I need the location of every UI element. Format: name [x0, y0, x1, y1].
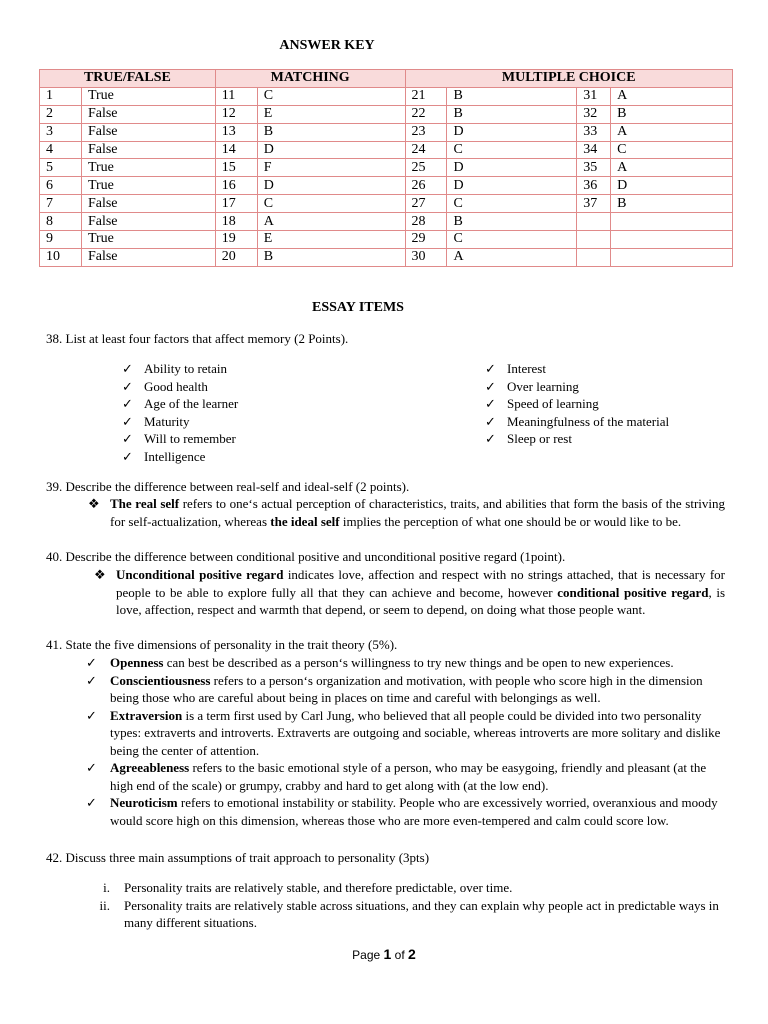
question-42: 42. Discuss three main assumptions of trait approach to personality (3pts) — [46, 850, 430, 865]
table-row — [40, 105, 733, 123]
table-cell: B — [257, 123, 405, 141]
question-40: 40. Describe the difference between conditional positive and unconditional positive regard (1point). — [46, 549, 566, 564]
table-cell: 5 — [40, 159, 82, 177]
trait-description: refers to a person‘s organization and motivation, with people who score high in the dimension being those who are careful about being in places on time and careful with belongings as well. — [110, 672, 703, 705]
table-cell: True — [81, 159, 215, 177]
table-cell — [577, 213, 611, 231]
list-item — [485, 413, 669, 431]
table-cell: 2 — [40, 105, 82, 123]
checkmark-icon: ✓ — [122, 396, 133, 411]
table-cell: 33 — [577, 123, 611, 141]
table-row — [40, 248, 733, 266]
trait-term: Openness — [110, 655, 164, 670]
list-item — [122, 378, 238, 396]
q42-list — [60, 879, 720, 932]
table-cell: 32 — [577, 105, 611, 123]
table-cell: 9 — [40, 231, 82, 249]
roman-numeral: ii. — [99, 897, 110, 913]
trait-item — [86, 794, 726, 829]
trait-description: can best be described as a person‘s willingness to try new things and be open to new experiences. — [163, 655, 674, 670]
table-row — [40, 87, 733, 105]
trait-item — [86, 672, 726, 707]
table-cell: B — [611, 105, 733, 123]
table-cell: 36 — [577, 177, 611, 195]
list-item — [122, 413, 238, 431]
table-cell: 18 — [215, 213, 257, 231]
term-conditional: conditional positive regard — [557, 584, 709, 600]
q39-text-1: refers to one‘s actual perception of characteristics, traits, and abilities that form the basis of the striving for self-actualization, whereas — [110, 496, 725, 529]
assumption-item — [60, 879, 720, 897]
list-item-text: Speed of learning — [507, 396, 599, 411]
trait-term: Neuroticism — [110, 795, 178, 810]
table-cell: D — [257, 177, 405, 195]
table-cell: E — [257, 231, 405, 249]
table-cell: 20 — [215, 248, 257, 266]
list-item — [485, 360, 669, 378]
q38-left-list — [122, 360, 238, 465]
checkmark-icon: ✓ — [122, 378, 133, 394]
table-cell: 31 — [577, 87, 611, 105]
term-unconditional: Unconditional positive regard — [116, 567, 284, 582]
list-item — [485, 430, 669, 448]
trait-description: refers to emotional instability or stability. People who are excessively worried, overanxious and moody would score high on this dimension, whereas those who are more even-tempered and calm could score low. — [110, 795, 718, 828]
trait-item — [86, 707, 726, 760]
table-cell: 8 — [40, 213, 82, 231]
list-item — [485, 395, 669, 413]
page-title: ANSWER KEY — [279, 38, 375, 53]
roman-numeral: i. — [103, 880, 110, 895]
checkmark-icon: ✓ — [122, 413, 133, 429]
footer-page-total: 2 — [408, 946, 416, 962]
table-cell: False — [81, 141, 215, 159]
list-item-text: Age of the learner — [144, 396, 239, 411]
table-cell: C — [257, 195, 405, 213]
checkmark-icon: ✓ — [485, 361, 496, 376]
table-cell: C — [447, 231, 577, 249]
q40-answer — [94, 566, 725, 619]
table-cell: A — [611, 123, 733, 141]
trait-term: Agreeableness — [110, 760, 190, 775]
question-38: 38. List at least four factors that affect memory (2 Points). — [46, 331, 349, 346]
question-41: 41. State the five dimensions of personality in the trait theory (5%). — [46, 637, 398, 652]
table-cell: B — [447, 105, 577, 123]
footer-of: of — [394, 948, 405, 962]
table-cell: 4 — [40, 141, 82, 159]
table-cell: 27 — [405, 195, 447, 213]
table-cell: 12 — [215, 105, 257, 123]
list-item — [122, 430, 238, 448]
table-cell: B — [611, 195, 733, 213]
table-cell: 34 — [577, 141, 611, 159]
table-cell: False — [81, 105, 215, 123]
table-cell: 1 — [40, 87, 82, 105]
table-row — [40, 123, 733, 141]
table-cell: 15 — [215, 159, 257, 177]
trait-item — [86, 654, 726, 672]
q38-right-list — [485, 360, 669, 448]
table-cell — [577, 231, 611, 249]
list-item-text: Will to remember — [144, 431, 236, 446]
checkmark-icon: ✓ — [485, 378, 496, 394]
checkmark-icon: ✓ — [86, 707, 97, 723]
table-cell: True — [81, 87, 215, 105]
table-cell: A — [611, 87, 733, 105]
trait-term: Conscientiousness — [110, 672, 211, 688]
list-item-text: Maturity — [144, 413, 190, 429]
checkmark-icon: ✓ — [86, 672, 97, 688]
table-cell: E — [257, 105, 405, 123]
list-item-text: Over learning — [507, 378, 579, 394]
table-cell: A — [257, 213, 405, 231]
table-cell: C — [447, 141, 577, 159]
footer-page-label: Page — [352, 948, 381, 962]
table-cell — [577, 248, 611, 266]
checkmark-icon: ✓ — [86, 760, 97, 775]
question-39: 39. Describe the difference between real-self and ideal-self (2 points). — [46, 479, 410, 494]
assumption-text: Personality traits are relatively stable across situations, and they can explain why people act in predictable ways in many different situations. — [124, 897, 719, 930]
checkmark-icon: ✓ — [485, 413, 496, 429]
list-item — [485, 378, 669, 396]
table-cell: 21 — [405, 87, 447, 105]
q41-list — [86, 654, 726, 829]
list-item-text: Ability to retain — [144, 361, 228, 376]
table-cell — [611, 231, 733, 249]
table-row — [40, 141, 733, 159]
checkmark-icon: ✓ — [122, 361, 133, 376]
essay-title: ESSAY ITEMS — [312, 300, 404, 315]
table-cell: F — [257, 159, 405, 177]
checkmark-icon: ✓ — [485, 431, 496, 446]
q40-text-1: indicates love, affection and respect with no strings attached, that is necessary for people to be able to explore fully all that they can achieve and become, however — [116, 567, 725, 600]
table-row — [40, 231, 733, 249]
table-cell: 7 — [40, 195, 82, 213]
table-cell: 13 — [215, 123, 257, 141]
checkmark-icon: ✓ — [86, 795, 97, 810]
table-cell: 25 — [405, 159, 447, 177]
diamond-bullet-icon: ❖ — [94, 567, 106, 582]
term-ideal-self: the ideal self — [270, 513, 340, 529]
table-cell: False — [81, 213, 215, 231]
table-cell: A — [611, 159, 733, 177]
table-cell: B — [447, 213, 577, 231]
table-cell — [611, 248, 733, 266]
table-row — [40, 213, 733, 231]
list-item-text: Interest — [507, 361, 546, 376]
table-cell: D — [257, 141, 405, 159]
table-row — [40, 195, 733, 213]
trait-item — [86, 759, 726, 794]
table-row — [40, 177, 733, 195]
table-cell: 19 — [215, 231, 257, 249]
table-cell: A — [447, 248, 577, 266]
q39-text-2: implies the perception of what one should be or would like to be. — [339, 513, 682, 529]
list-item-text: Intelligence — [144, 448, 206, 464]
table-cell: D — [447, 123, 577, 141]
list-item — [122, 360, 238, 378]
footer-page-number: 1 — [383, 946, 392, 962]
table-cell: False — [81, 123, 215, 141]
table-cell: 24 — [405, 141, 447, 159]
table-cell: 6 — [40, 177, 82, 195]
table-cell: 3 — [40, 123, 82, 141]
table-cell — [611, 213, 733, 231]
table-cell: D — [611, 177, 733, 195]
answer-key-table — [39, 69, 733, 267]
checkmark-icon: ✓ — [122, 448, 133, 464]
checkmark-icon: ✓ — [485, 396, 496, 411]
q39-answer — [88, 495, 725, 530]
table-cell: 16 — [215, 177, 257, 195]
table-cell: 29 — [405, 231, 447, 249]
table-cell: True — [81, 177, 215, 195]
trait-description: refers to the basic emotional style of a person, who may be easygoing, friendly and pleasant (at the high end of the scale) or grumpy, crabby and hard to get along with (at the low end). — [110, 760, 707, 793]
term-real-self: The real self — [110, 496, 180, 511]
table-row — [40, 159, 733, 177]
table-cell: 37 — [577, 195, 611, 213]
header-multiple-choice: MULTIPLE CHOICE — [405, 70, 732, 88]
table-cell: 28 — [405, 213, 447, 231]
header-true-false: TRUE/FALSE — [40, 70, 216, 88]
trait-term: Extraversion — [110, 707, 183, 723]
table-cell: False — [81, 248, 215, 266]
list-item — [122, 395, 238, 413]
table-cell: D — [447, 177, 577, 195]
checkmark-icon: ✓ — [86, 655, 97, 670]
trait-description: is a term first used by Carl Jung, who believed that all people could be divided into two personality types: extraverts and introverts. Extraverts are outgoing and sociable, whereas introverts are more solitary and dislike being the center of attention. — [110, 707, 721, 758]
table-cell: 23 — [405, 123, 447, 141]
table-cell: 22 — [405, 105, 447, 123]
table-cell: B — [257, 248, 405, 266]
checkmark-icon: ✓ — [122, 431, 133, 446]
list-item — [122, 448, 238, 466]
header-matching: MATCHING — [215, 70, 405, 88]
assumption-item — [60, 897, 720, 932]
table-cell: 26 — [405, 177, 447, 195]
list-item-text: Good health — [144, 378, 208, 394]
table-cell: C — [447, 195, 577, 213]
table-cell: 30 — [405, 248, 447, 266]
table-cell: B — [447, 87, 577, 105]
list-item-text: Sleep or rest — [507, 431, 572, 446]
table-cell: 35 — [577, 159, 611, 177]
page-footer — [0, 946, 768, 962]
table-cell: C — [257, 87, 405, 105]
table-cell: D — [447, 159, 577, 177]
table-cell: 14 — [215, 141, 257, 159]
list-item-text: Meaningfulness of the material — [507, 413, 670, 429]
diamond-bullet-icon: ❖ — [88, 496, 100, 511]
table-cell: 10 — [40, 248, 82, 266]
table-cell: False — [81, 195, 215, 213]
q40-text-2: , is love, affection, respect and warmth that depend, or seem to depend, on doing what those people want. — [116, 584, 726, 617]
table-cell: C — [611, 141, 733, 159]
table-cell: True — [81, 231, 215, 249]
assumption-text: Personality traits are relatively stable, and therefore predictable, over time. — [124, 880, 513, 895]
table-cell: 11 — [215, 87, 257, 105]
table-cell: 17 — [215, 195, 257, 213]
